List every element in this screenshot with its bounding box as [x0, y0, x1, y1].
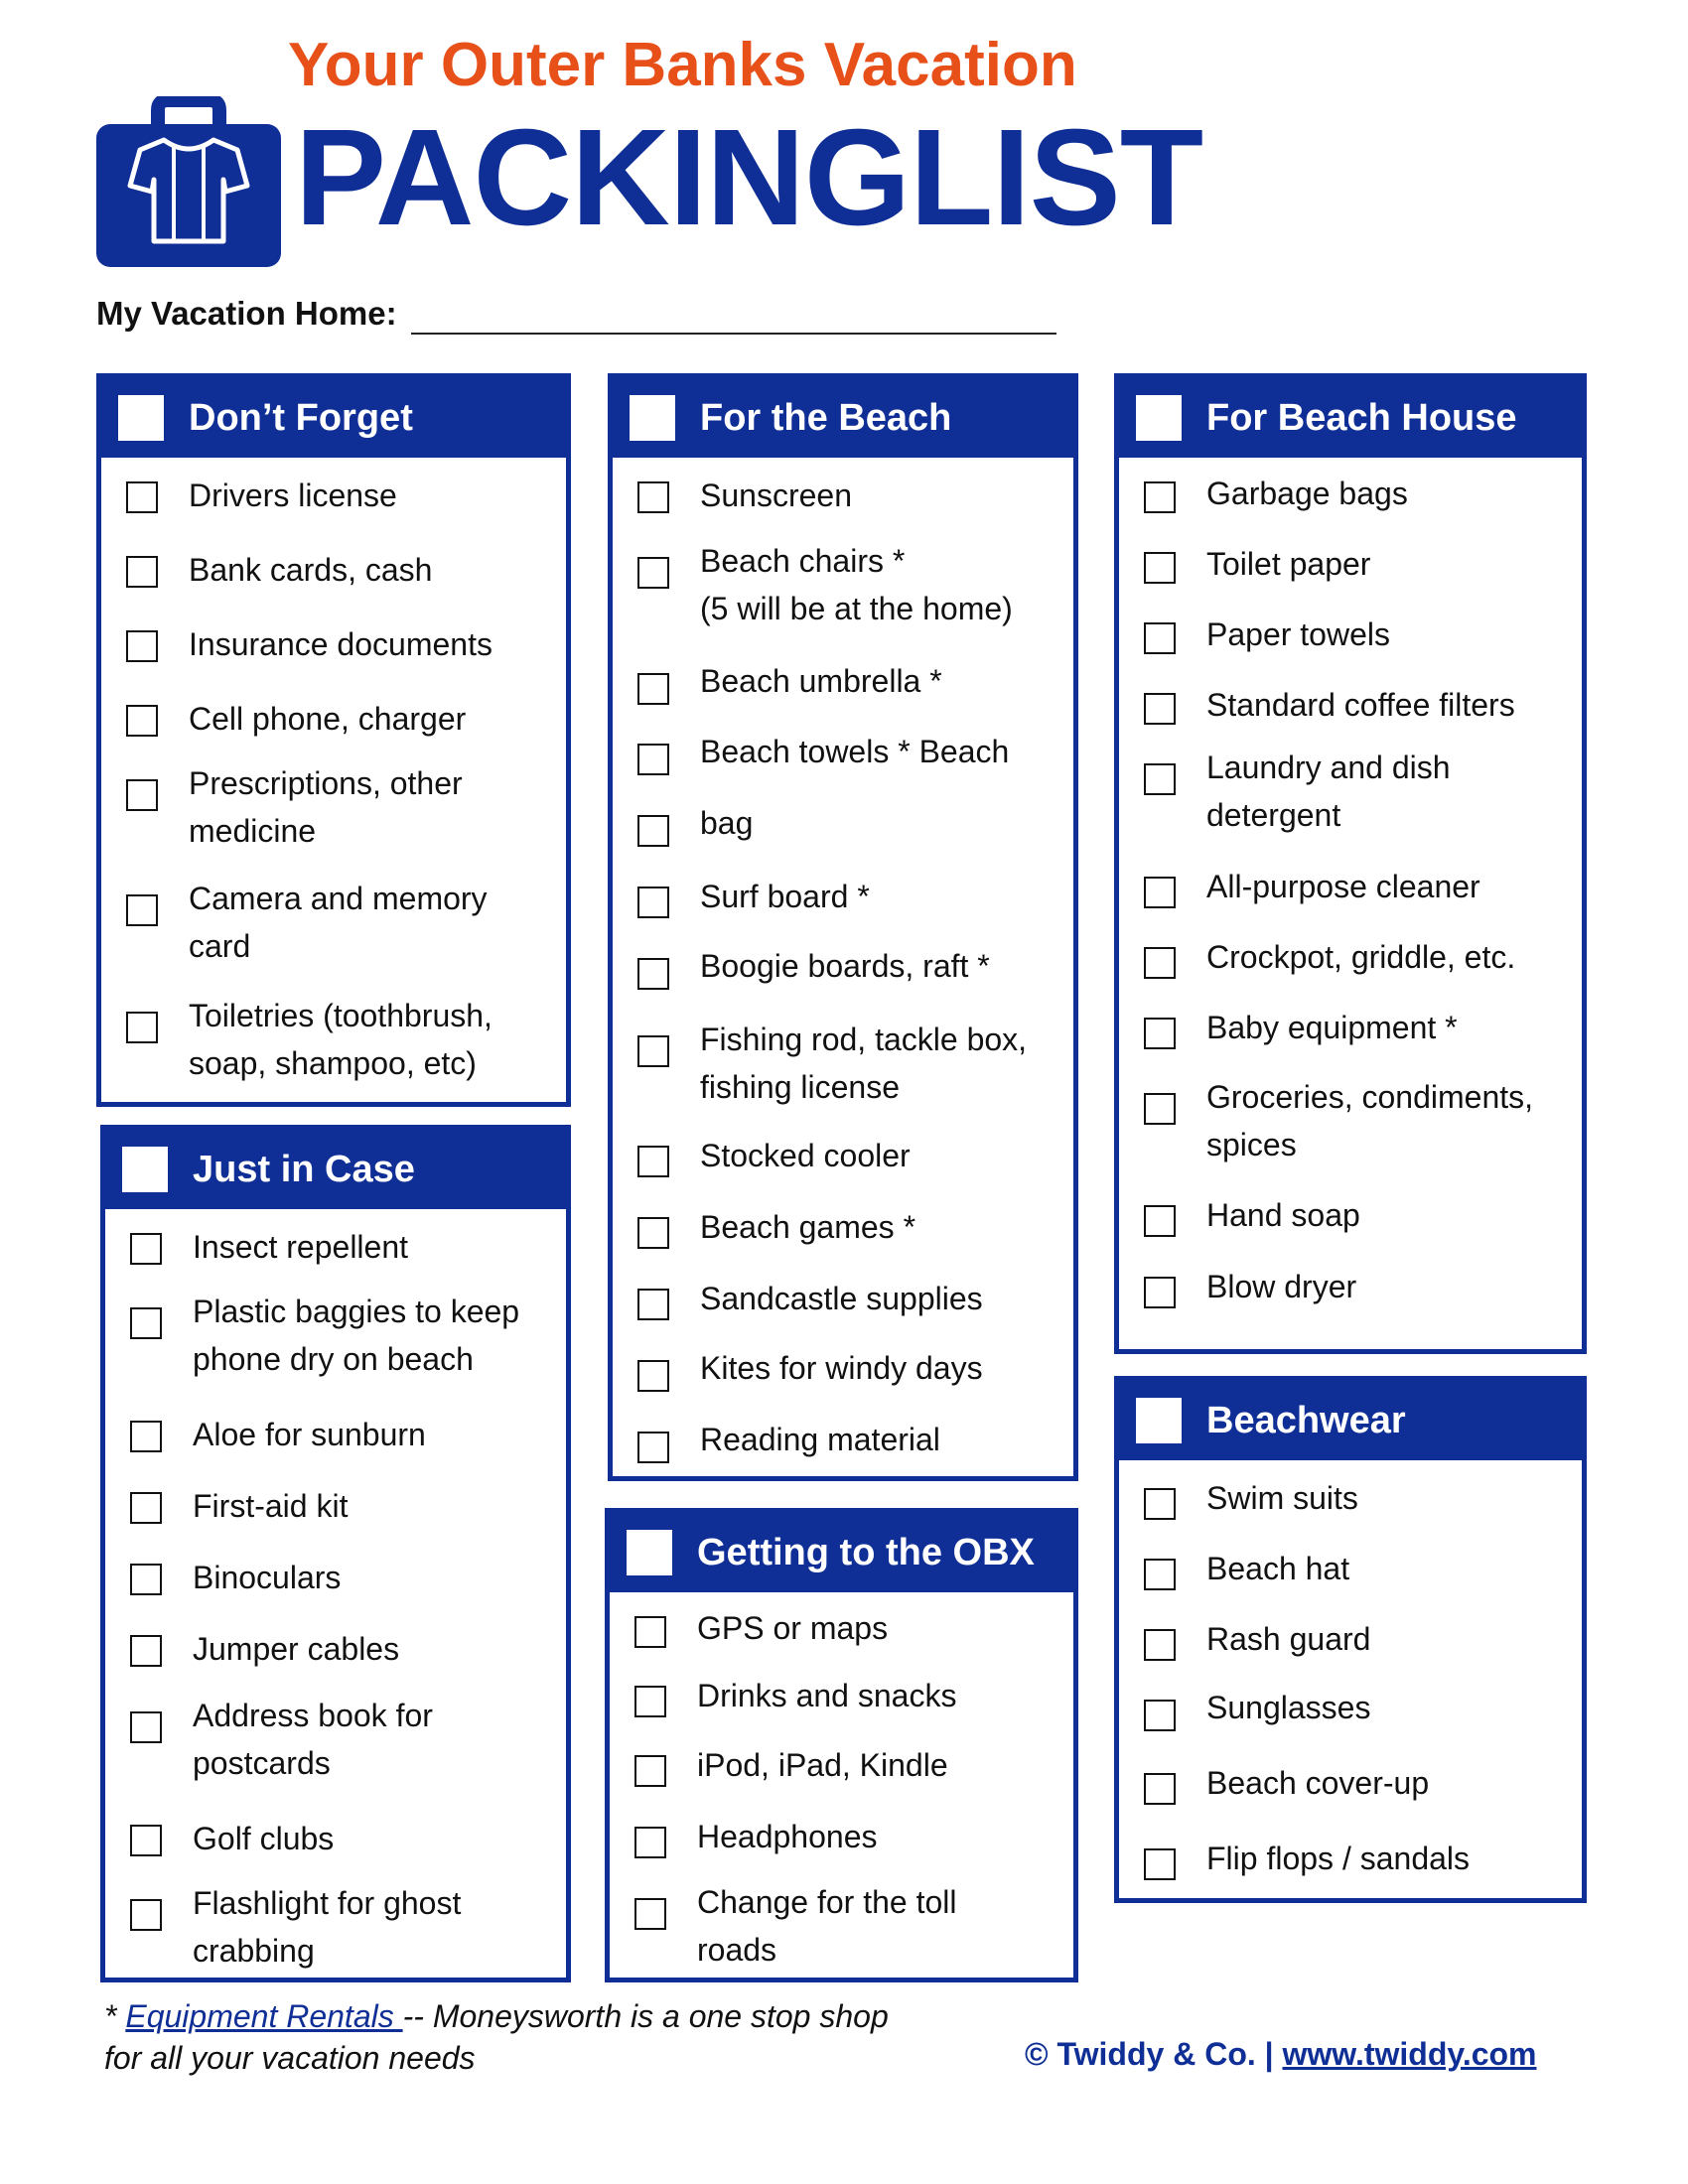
item-label: Plastic baggies to keep phone dry on beach — [193, 1294, 520, 1377]
checkbox[interactable] — [637, 673, 669, 705]
checkbox[interactable] — [130, 1564, 162, 1595]
checkbox[interactable] — [634, 1686, 666, 1717]
item-label: Baby equipment * — [1206, 1010, 1458, 1045]
footnote-line1: -- Moneysworth is a one stop shop — [402, 1998, 889, 2034]
item-label: Flip flops / sandals — [1206, 1841, 1471, 1876]
item-label: Swim suits — [1206, 1480, 1358, 1516]
checkbox[interactable] — [1144, 763, 1176, 795]
footnote — [104, 1995, 998, 2079]
checkbox[interactable] — [1144, 947, 1176, 979]
vacation-home-label: My Vacation Home: — [96, 295, 397, 332]
checkbox[interactable] — [637, 815, 669, 847]
checkbox[interactable] — [126, 630, 158, 662]
item-label: Toiletries (toothbrush, soap, shampoo, etc) — [189, 998, 492, 1081]
vacation-home-field[interactable] — [411, 333, 1056, 335]
item-label: Hand soap — [1206, 1197, 1360, 1233]
item-label: Headphones — [697, 1819, 878, 1854]
checkbox[interactable] — [126, 481, 158, 513]
item-label: All-purpose cleaner — [1206, 869, 1480, 904]
section-header — [1119, 378, 1582, 458]
checkbox[interactable] — [637, 1289, 669, 1320]
header-checkbox[interactable] — [630, 395, 675, 441]
item-label: Drivers license — [189, 478, 397, 513]
section-header — [101, 378, 566, 458]
item-label: Bank cards, cash — [189, 552, 433, 588]
item-label: Beach hat — [1206, 1551, 1350, 1586]
checkbox[interactable] — [1144, 622, 1176, 654]
checkbox[interactable] — [130, 1233, 162, 1265]
section-title: Don’t Forget — [189, 396, 413, 439]
checkbox[interactable] — [130, 1635, 162, 1667]
section-header — [105, 1130, 566, 1209]
checkbox[interactable] — [126, 779, 158, 811]
checkbox[interactable] — [1144, 1848, 1176, 1880]
checkbox[interactable] — [130, 1492, 162, 1524]
header-checkbox[interactable] — [118, 395, 164, 441]
checkbox[interactable] — [1144, 1488, 1176, 1520]
checkbox[interactable] — [126, 894, 158, 926]
checkbox[interactable] — [130, 1421, 162, 1452]
footnote-asterisk: * — [104, 1998, 126, 2034]
item-label: Sunscreen — [700, 478, 852, 513]
checkbox[interactable] — [130, 1899, 162, 1931]
item-label: Aloe for sunburn — [193, 1417, 426, 1452]
item-label: Blow dryer — [1206, 1269, 1357, 1304]
checkbox[interactable] — [126, 705, 158, 737]
checkbox[interactable] — [1144, 1093, 1176, 1125]
item-label: First-aid kit — [193, 1488, 349, 1524]
section-title: Beachwear — [1206, 1399, 1406, 1441]
item-label: Beach cover-up — [1206, 1765, 1430, 1801]
checkbox[interactable] — [634, 1755, 666, 1787]
section-for-beach-house — [1114, 373, 1587, 1354]
checkbox[interactable] — [1144, 877, 1176, 908]
item-label: Cell phone, charger — [189, 701, 467, 737]
item-label: Stocked cooler — [700, 1138, 911, 1173]
section-header — [613, 378, 1073, 458]
item-label: Fishing rod, tackle box, fishing license — [700, 1022, 1028, 1105]
item-label: Sandcastle supplies — [700, 1281, 983, 1316]
copyright-text: © Twiddy & Co. | — [1025, 2036, 1283, 2072]
checkbox[interactable] — [634, 1616, 666, 1648]
checkbox[interactable] — [130, 1711, 162, 1743]
item-label: Jumper cables — [193, 1631, 400, 1667]
item-label: Rash guard — [1206, 1621, 1371, 1657]
item-label: Insurance documents — [189, 626, 492, 662]
item-label: Beach chairs * (5 will be at the home) — [700, 543, 1013, 626]
checkbox[interactable] — [1144, 1700, 1176, 1731]
item-label: Crockpot, griddle, etc. — [1206, 939, 1516, 975]
checkbox[interactable] — [130, 1825, 162, 1856]
section-for-the-beach — [608, 373, 1078, 1481]
item-label: Reading material — [700, 1422, 940, 1457]
item-label: Address book for postcards — [193, 1698, 433, 1781]
checkbox[interactable] — [1144, 1018, 1176, 1049]
section-dont-forget — [96, 373, 571, 1107]
section-header — [610, 1513, 1073, 1592]
item-label: Beach towels * Beach — [700, 734, 1010, 769]
checkbox[interactable] — [637, 1360, 669, 1392]
item-label: Beach umbrella * — [700, 663, 942, 699]
checkbox[interactable] — [637, 958, 669, 990]
item-label: Drinks and snacks — [697, 1678, 957, 1713]
checkbox[interactable] — [634, 1827, 666, 1858]
item-label: iPod, iPad, Kindle — [697, 1747, 948, 1783]
header-checkbox[interactable] — [1136, 1398, 1182, 1443]
suitcase-icon — [96, 96, 281, 267]
checkbox[interactable] — [1144, 1773, 1176, 1805]
section-title: Just in Case — [193, 1148, 415, 1190]
footnote-line2: for all your vacation needs — [104, 2040, 476, 2076]
item-label: Binoculars — [193, 1560, 342, 1595]
item-label: Groceries, condiments, spices — [1206, 1079, 1534, 1162]
checkbox[interactable] — [637, 481, 669, 513]
item-label: Insect repellent — [193, 1229, 409, 1265]
item-label: Flashlight for ghost crabbing — [193, 1885, 462, 1969]
item-label: GPS or maps — [697, 1610, 889, 1646]
checkbox[interactable] — [637, 744, 669, 775]
checkbox[interactable] — [1144, 1629, 1176, 1661]
equipment-rentals-link[interactable]: Equipment Rentals — [125, 1998, 403, 2034]
checkbox[interactable] — [634, 1898, 666, 1930]
checkbox[interactable] — [130, 1307, 162, 1339]
checkbox[interactable] — [126, 1012, 158, 1043]
section-title: For Beach House — [1206, 396, 1517, 439]
item-label: Surf board * — [700, 879, 870, 914]
item-label: bag — [700, 805, 754, 841]
item-label: Beach games * — [700, 1209, 916, 1245]
section-header — [1119, 1381, 1582, 1460]
copyright — [1025, 2036, 1537, 2073]
item-label: Standard coffee filters — [1206, 687, 1515, 723]
item-label: Garbage bags — [1206, 476, 1408, 511]
header-checkbox[interactable] — [627, 1530, 672, 1575]
page-title: PACKINGLIST — [295, 101, 1203, 254]
checkbox[interactable] — [126, 556, 158, 588]
item-label: Golf clubs — [193, 1821, 335, 1856]
header-checkbox[interactable] — [1136, 395, 1182, 441]
page-subtitle: Your Outer Banks Vacation — [288, 31, 1077, 99]
item-label: Sunglasses — [1206, 1690, 1371, 1725]
checkbox[interactable] — [1144, 1277, 1176, 1308]
section-title: For the Beach — [700, 396, 952, 439]
section-title: Getting to the OBX — [697, 1531, 1035, 1573]
checkbox[interactable] — [637, 887, 669, 918]
section-getting-to-obx — [605, 1508, 1078, 1982]
checkbox[interactable] — [1144, 1205, 1176, 1237]
checkbox[interactable] — [637, 1035, 669, 1067]
website-link[interactable]: www.twiddy.com — [1282, 2036, 1537, 2072]
item-label: Paper towels — [1206, 616, 1390, 652]
item-label: Change for the toll roads — [697, 1884, 957, 1968]
header-checkbox[interactable] — [122, 1147, 168, 1192]
checkbox[interactable] — [637, 1146, 669, 1177]
checkbox[interactable] — [1144, 1559, 1176, 1590]
checkbox[interactable] — [1144, 552, 1176, 584]
checkbox[interactable] — [1144, 481, 1176, 513]
checkbox[interactable] — [1144, 693, 1176, 725]
item-label: Toilet paper — [1206, 546, 1371, 582]
section-beachwear — [1114, 1376, 1587, 1903]
section-just-in-case — [100, 1125, 571, 1982]
item-label: Boogie boards, raft * — [700, 948, 990, 984]
checkbox[interactable] — [637, 1217, 669, 1249]
checkbox[interactable] — [637, 1432, 669, 1463]
checkbox[interactable] — [637, 557, 669, 589]
item-label: Camera and memory card — [189, 881, 488, 964]
item-label: Prescriptions, other medicine — [189, 765, 463, 849]
item-label: Laundry and dish detergent — [1206, 750, 1451, 833]
item-label: Kites for windy days — [700, 1350, 983, 1386]
